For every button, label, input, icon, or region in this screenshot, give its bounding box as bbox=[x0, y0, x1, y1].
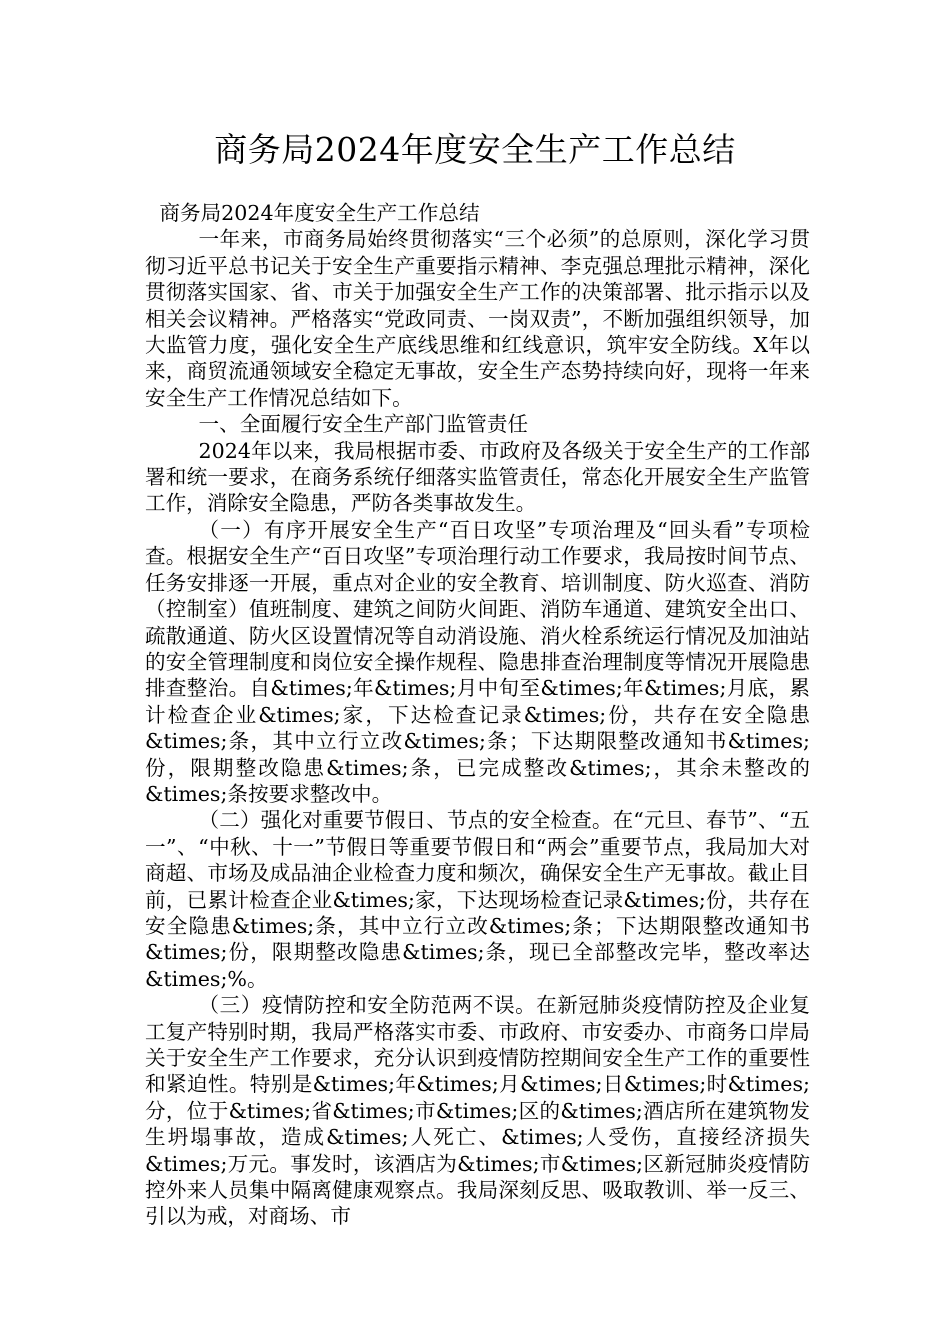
subsection-1-paragraph: （一）有序开展安全生产“百日攻坚”专项治理及“回头看”专项检查。根据安全生产“百日攻坚”专项治理行动工作要求，我局按时间节点、任务安排逐一开展，重点对企业的安全教育、培训制度、防火巡查、消防（控制室）值班制度、建筑之间防火间距、消防车通道、建筑安全出口、疏散通道、防火区设置情况等自动消设施、消火栓系统运行情况及加油站的安全管理制度和岗位安全操作规程、隐患排查治理制度等情况开展隐患排查整治。自&times;年&times;月中旬至&times;年&times;月底，累计检查企业&times;家，下达检查记录&times;份，共存在安全隐患&times;条，其中立行立改&times;条；下达期限整改通知书&times;份，限期整改隐患&times;条，已完成整改&times;，其余未整改的&times;条按要求整改中。 bbox=[145, 517, 810, 806]
repeated-title-line: 商务局2024年度安全生产工作总结 bbox=[159, 201, 480, 225]
section-1-overview-paragraph: 2024年以来，我局根据市委、市政府及各级关于安全生产的工作部署和统一要求，在商务系统仔细落实监管责任，常态化开展安全生产监管工作，消除安全隐患，严防各类事故发生。 bbox=[145, 438, 810, 516]
subsection-3-paragraph: （三）疫情防控和安全防范两不误。在新冠肺炎疫情防控及企业复工复产特别时期，我局严格落实市委、市政府、市安委办、市商务口岸局关于安全生产工作要求，充分认识到疫情防控期间安全生产工作的重要性和紧迫性。特别是&times;年&times;月&times;日&times;时&times;分，位于&times;省&times;市&times;区的&times;酒店所在建筑物发生坍塌事故，造成&times;人死亡、&times;人受伤，直接经济损失&times;万元。事发时，该酒店为&times;市&times;区新冠肺炎疫情防控外来人员集中隔离健康观察点。我局深刻反思、吸取教训、举一反三、引以为戒，对商场、市 bbox=[145, 993, 810, 1229]
document-body bbox=[145, 200, 810, 1230]
intro-paragraph: 一年来，市商务局始终贯彻落实“三个必须”的总原则，深化学习贯彻习近平总书记关于安全生产重要指示精神、李克强总理批示精神，深化贯彻落实国家、省、市关于加强安全生产工作的决策部署、批示指示以及相关会议精神。严格落实“党政同责、一岗双责”，不断加强组织领导，加大监管力度，强化安全生产底线思维和红线意识，筑牢安全防线。X年以来，商贸流通领域安全稳定无事故，安全生产态势持续向好，现将一年来安全生产工作情况总结如下。 bbox=[145, 227, 810, 410]
document-title: 商务局2024年度安全生产工作总结 bbox=[214, 130, 736, 169]
section-heading-1: 一、全面履行安全生产部门监管责任 bbox=[198, 412, 529, 437]
subsection-2-paragraph: （二）强化对重要节假日、节点的安全检查。在“元旦、春节”、“五一”、“中秋、十一”节假日等重要节假日和“两会”重要节点，我局加大对商超、市场及成品油企业检查力度和频次，确保安全生产无事故。截止目前，已累计检查企业&times;家，下达现场检查记录&times;份，共存在安全隐患&times;条，其中立行立改&times;条；下达期限整改通知书&times;份，限期整改隐患&times;条，现已全部整改完毕，整改率达&times;%。 bbox=[145, 808, 810, 991]
